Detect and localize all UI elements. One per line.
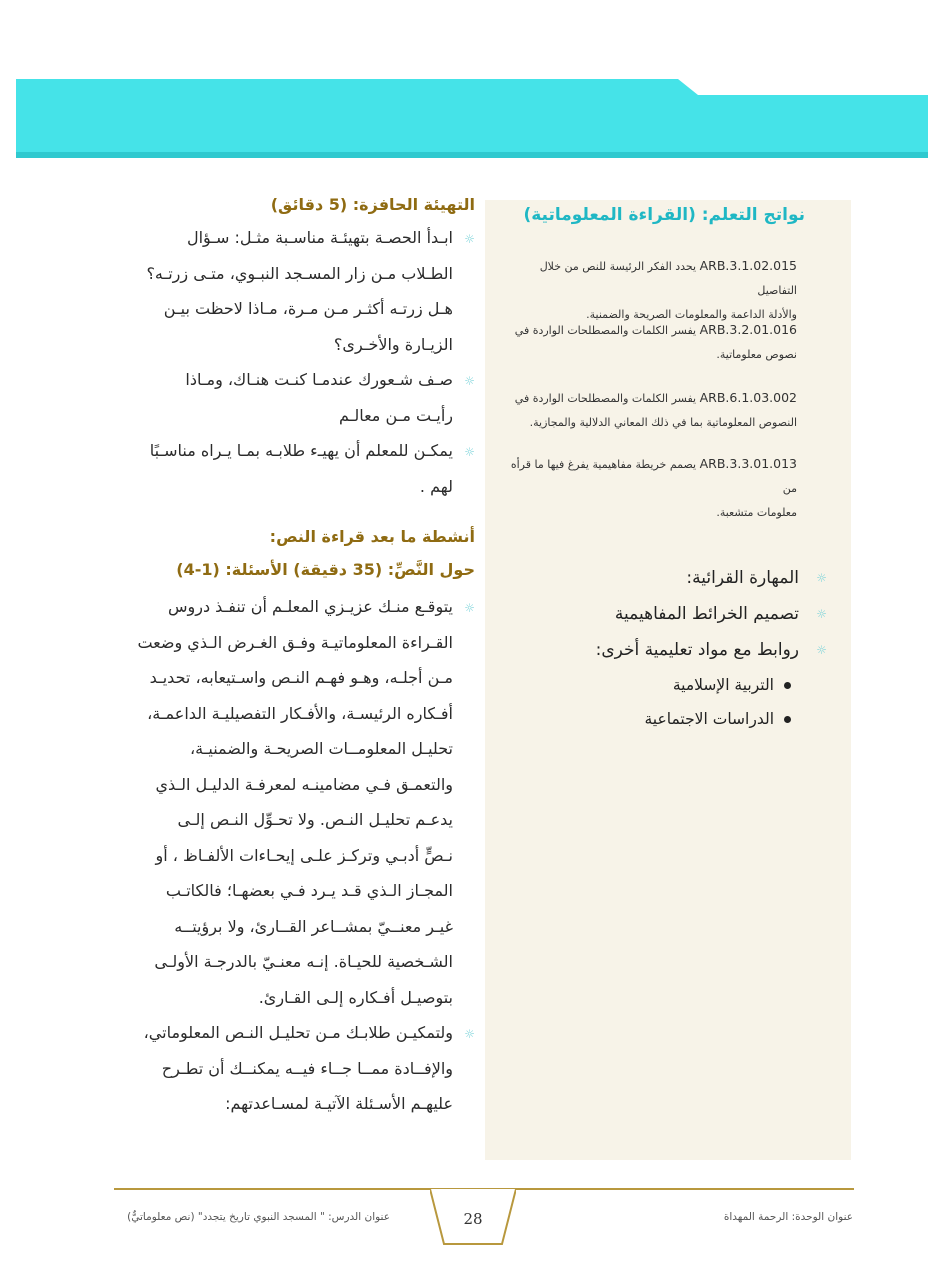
text-line: عليهـم الأسـئلة الآتيـة لمسـاعدتهم: [225, 1094, 453, 1113]
text-line: ولتمكيـن طلابـك مـن تحليـل النـص المعلوماتي، [143, 1023, 453, 1042]
outcome-text: يفسر الكلمات والمصطلحات الواردة في [514, 324, 697, 337]
subject-label: التربية الإسلامية [672, 676, 774, 694]
outcome-text: النصوص المعلوماتية بما في ذلك المعاني الدلالية والمجازية. [529, 416, 797, 429]
outcome-text: نصوص معلوماتية. [716, 348, 797, 361]
text-line: يدعـم تحليـل النـص. ولا تحـوِّل النـص إلـى [177, 810, 453, 829]
footer-unit: عنوان الوحدة: الرحمة المهداة [723, 1211, 853, 1223]
warmup-bullet [105, 433, 475, 504]
outcome-code: ARB.3.2.01.016 [699, 322, 797, 337]
bullet-icon: ☼ [464, 601, 475, 615]
text-line: الطـلاب مـن زار المسـجد النبـوي، متـى زرتـه؟ [146, 263, 453, 283]
post-reading-section [105, 527, 475, 1122]
bullet-icon: ☼ [464, 374, 475, 388]
outcome-item [497, 452, 797, 525]
reading-skill-label: المهارة القرائية: [686, 568, 799, 588]
bullet-icon: ☼ [464, 445, 475, 459]
concept-maps-label: تصميم الخرائط المفاهيمية [614, 604, 799, 624]
bullet-icon: ☼ [816, 643, 827, 657]
outcome-item [497, 318, 797, 367]
skills-item [487, 560, 827, 596]
banner-notch [678, 79, 928, 95]
text-line: يمكـن للمعلم أن يهيـء طلابـه بمـا يـراه مناسـبًا [149, 441, 453, 460]
text-line: نـصٍّ أدبـي وتركـز علـى إيحـاءات الألفـاظ ، أو [155, 845, 453, 865]
footer-lesson: عنوان الدرس: " المسجد النبوي تاريخ يتجدد" (نص معلوماتيٌّ) [127, 1211, 390, 1223]
outcome-code: ARB.3.1.02.015 [699, 258, 797, 273]
bullet-icon: ☼ [464, 1027, 475, 1041]
outcome-text: يصمم خريطة مفاهيمية يفرغ فيها ما قرأه من [510, 458, 797, 495]
dot-icon [784, 716, 791, 723]
outcome-code: ARB.6.1.03.002 [699, 390, 797, 405]
skills-list [487, 560, 827, 736]
skills-item [487, 596, 827, 632]
post-reading-title: أنشطة ما بعد قراءة النص: [269, 527, 475, 546]
post-reading-subtitle: حول النَّصِّ: (35 دقيقة) الأسئلة: (1-4) [176, 560, 475, 579]
outcome-item [497, 254, 797, 327]
bullet-icon: ☼ [816, 571, 827, 585]
banner-shade [16, 152, 928, 158]
post-bullet [105, 589, 475, 1015]
text-line: ابـدأ الحصـة بتهيئـة مناسـبة مثـل: سـؤال [186, 228, 453, 247]
skills-item [487, 632, 827, 668]
header-banner [16, 79, 928, 158]
text-line: الزيـارة والأخـرى؟ [333, 334, 453, 354]
outcome-code: ARB.3.3.01.013 [699, 456, 797, 471]
outcome-text: يحدد الفكر الرئيسة للنص من خلال التفاصيل [539, 260, 797, 297]
warmup-bullet [105, 362, 475, 433]
bullet-icon: ☼ [464, 232, 475, 246]
page-number: 28 [463, 1210, 483, 1228]
dot-icon [784, 682, 791, 689]
subject-label: الدراسات الاجتماعية [644, 710, 774, 728]
post-bullet [105, 1015, 475, 1122]
outcome-text: معلومات متشعبة. [716, 506, 797, 519]
outcomes-title: نواتج التعلم: (القراءة المعلوماتية) [523, 205, 805, 225]
subject-item [487, 668, 827, 702]
text-line: أفـكاره الرئيسـة، والأفـكار التفصيليـة الداعمـة، [147, 703, 453, 723]
text-line: المجـاز الـذي قـد يـرد فـي بعضهـا؛ فالكاتـب [165, 881, 453, 900]
text-line: لهم . [419, 476, 453, 496]
links-label: روابط مع مواد تعليمية أخرى: [595, 640, 799, 660]
subject-item [487, 702, 827, 736]
outcome-text: يفسر الكلمات والمصطلحات الواردة في [514, 392, 697, 405]
text-line: صـف شـعورك عندمـا كنـت هنـاك، ومـاذا [185, 370, 453, 389]
text-line: والإفــادة ممــا جــاء فيــه يمكنــك أن تطـرح [161, 1058, 453, 1078]
warmup-bullet [105, 220, 475, 362]
text-line: الشـخصية للحيـاة. إنـه معنـيّ بالدرجـة الأولـى [154, 952, 453, 971]
text-line: بتوصيـل أفـكاره إلـى القـارئ. [258, 987, 453, 1007]
bullet-icon: ☼ [816, 607, 827, 621]
text-line: مـن أجلـه، وهـو فهـم النـص واسـتيعابه، تحديـد [149, 668, 453, 687]
outcome-item [497, 386, 797, 435]
text-line: رأيـت مـن معالـم [338, 405, 453, 425]
text-line: هـل زرتـه أكثـر مـن مـرة، مـاذا لاحظت بيـن [163, 299, 453, 318]
outcome-text: والأدلة الداعمة والمعلومات الصريحة والضمنية. [586, 308, 797, 321]
text-line: يتوقـع منـك عزيـزي المعلـم أن تنفـذ دروس [167, 597, 453, 616]
text-line: غيـر معنــيّ بمشــاعر القــارئ، ولا برؤيتــه [174, 916, 453, 936]
text-line: تحليـل المعلومــات الصريحـة والضمنيـة، [189, 739, 453, 758]
warmup-section [105, 195, 475, 504]
text-line: القـراءة المعلوماتيـة وفـق الغـرض الـذي وضعت [137, 632, 453, 652]
text-line: والتعمـق فـي مضامينـه لمعرفـة الدليـل الـذي [155, 774, 453, 794]
warmup-title: التهيئة الحافزة: (5 دقائق) [270, 195, 475, 214]
